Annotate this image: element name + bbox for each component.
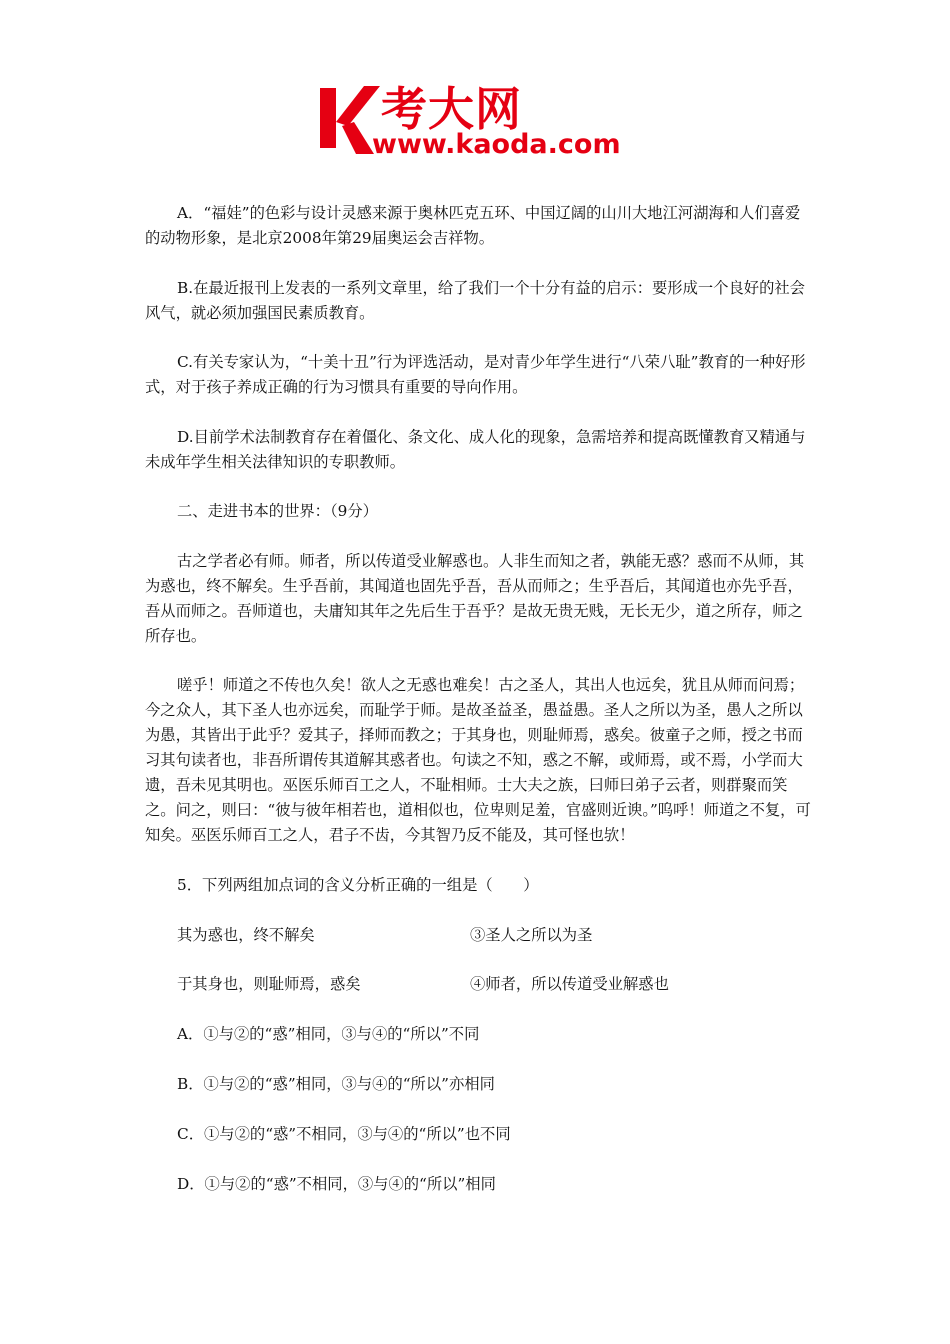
question-5-item-2: 于其身也，则耻师焉，惑矣: [177, 975, 361, 993]
question-5-stem: 5．下列两组加点词的含义分析正确的一组是（ ）: [177, 876, 539, 894]
passage-paragraph-2: 嗟乎！师道之不传也久矣！欲人之无惑也难矣！古之圣人，其出人也远矣，犹且从师而问焉；今之众人，其下圣人也亦远矣，而耻学于师。是故圣益圣，愚益愚。圣人之所以为圣，愚人之所以为愚，其皆出于此乎？爱其子，择师而教之；于其身也，则耻师焉，惑矣。彼童子之师，授之书而习其句读者也，非吾所谓传其道解其惑者也。句读之不知，惑之不解，或师焉，或不焉，小学而大遗，吾未见其明也。巫医乐师百工之人，不耻相师。士大夫之族，曰师曰弟子云者，则群聚而笑之。问之，则曰：“彼与彼年相若也，道相似也，位卑则足羞，官盛则近谀。”呜呼！师道之不复，可知矣。巫医乐师百工之人，君子不齿，今其智乃反不能及，其可怪也欤！: [145, 676, 811, 844]
logo-url: www.kaoda.com: [372, 129, 621, 160]
question-5-choice-a: A．①与②的“惑”相同，③与④的“所以”不同: [177, 1025, 480, 1043]
logo-chinese-name: 考大网: [381, 82, 522, 136]
option-d-first: D.目前学术法制教育存在着僵化、条文化、成人化的现象，急需培养和提高既懂教育又精通与未成年学生相关法律知识的专职教师。: [145, 428, 806, 471]
k-logo-icon: [318, 82, 380, 154]
passage-paragraph-1: 古之学者必有师。师者，所以传道受业解惑也。人非生而知之者，孰能无惑？惑而不从师，其为惑也，终不解矣。生乎吾前，其闻道也固先乎吾，吾从而师之；生乎吾后，其闻道也亦先乎吾，吾从而师之。吾师道也，夫庸知其年之先后生于吾乎？是故无贵无贱，无长无少，道之所存，师之所存也。: [145, 552, 805, 645]
question-5-item-4: ④师者，所以传道受业解惑也: [470, 975, 669, 993]
question-5-choice-d: D．①与②的“惑”不相同，③与④的“所以”相同: [177, 1175, 496, 1193]
question-5-choice-c: C．①与②的“惑”不相同，③与④的“所以”也不同: [177, 1125, 511, 1143]
section-title: 二、走进书本的世界：（9分）: [177, 502, 378, 520]
question-5-item-3: ③圣人之所以为圣: [470, 926, 593, 944]
option-a-first: A．“福娃”的色彩与设计灵感来源于奥林匹克五环、中国辽阔的山川大地江河湖海和人们喜爱的动物形象，是北京2008年第29届奥运会吉祥物。: [145, 204, 801, 247]
option-b-first: B.在最近报刊上发表的一系列文章里，给了我们一个十分有益的启示：要形成一个良好的社会风气，就必须加强国民素质教育。: [145, 279, 805, 322]
option-c-first: C.有关专家认为，“十美十丑”行为评选活动，是对青少年学生进行“八荣八耻”教育的一种好形式，对于孩子养成正确的行为习惯具有重要的导向作用。: [145, 353, 806, 396]
site-logo[interactable]: [318, 82, 640, 160]
question-5-choice-b: B．①与②的“惑”相同，③与④的“所以”亦相同: [177, 1075, 495, 1093]
question-5-item-1: 其为惑也，终不解矣: [177, 926, 315, 944]
